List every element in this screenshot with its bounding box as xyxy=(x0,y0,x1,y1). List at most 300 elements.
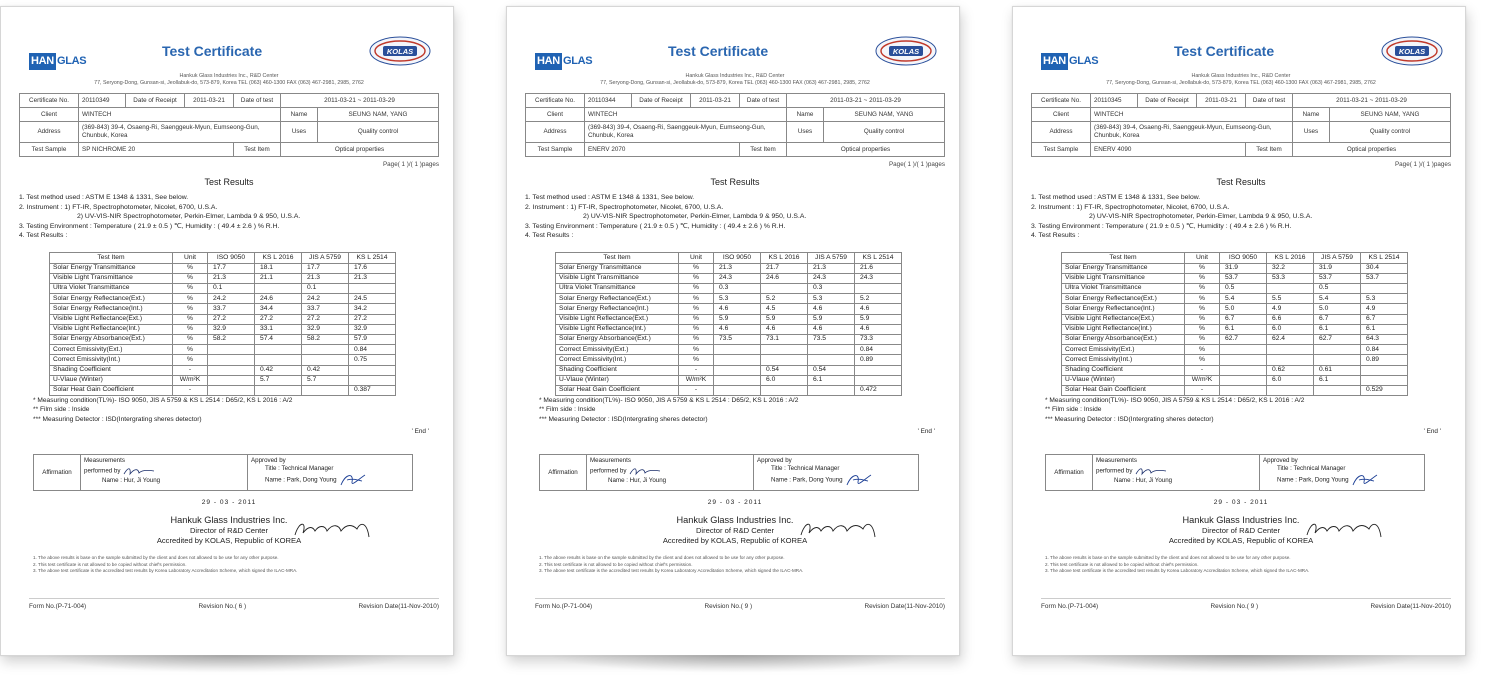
row-value: 0.89 xyxy=(1361,355,1408,365)
row-test-item: Shading Coefficient xyxy=(556,365,679,375)
address-value: (369-843) 39-4, Osaeng-Ri, Saenggeuk-Myun, Eumseong-Gun, Chunbuk, Korea xyxy=(1091,122,1293,143)
row-unit: % xyxy=(679,304,714,314)
row-test-item: Solar Energy Reflectance(Int.) xyxy=(556,304,679,314)
row-value: 53.7 xyxy=(1314,273,1361,283)
col-ks-l-2514: KS L 2514 xyxy=(349,253,396,263)
svg-text:KOLAS: KOLAS xyxy=(892,47,920,56)
affirmation-label: Affirmation xyxy=(1046,454,1093,491)
measurement-notes: * Measuring condition(TL%)- ISO 9050, JIS A 5759 & KS L 2514 : D65/2, KS L 2016 : A/2 ** Film side : Inside *** Measuring Detector : ISD(Intergrating sheres detector) xyxy=(539,397,799,423)
col-ks-l-2514: KS L 2514 xyxy=(855,253,902,263)
row-test-item: Visible Light Reflectance(Int.) xyxy=(50,324,173,334)
row-value: 0.89 xyxy=(855,355,902,365)
row-value: 4.9 xyxy=(1361,304,1408,314)
row-value: 0.75 xyxy=(349,355,396,365)
row-value xyxy=(255,385,302,395)
results-table xyxy=(1061,252,1408,396)
row-value: 73.1 xyxy=(761,334,808,344)
row-test-item: Ultra Violet Transmittance xyxy=(1062,284,1185,294)
cert-no-value: 20110349 xyxy=(79,94,126,108)
company-name: Hankuk Glass Industries Inc. xyxy=(170,514,288,525)
performed-by-cell: Measurements performed by Name : Hur, Ji Young xyxy=(1093,454,1260,491)
test-certificate-2 xyxy=(506,6,960,656)
test-sample-value: ENERV 4090 xyxy=(1091,142,1246,156)
row-value: 0.5 xyxy=(1314,284,1361,294)
form-number: Form No.(P-71-004) xyxy=(29,603,87,610)
affirmation-label: Affirmation xyxy=(34,454,81,491)
col-ks-l-2514: KS L 2514 xyxy=(1361,253,1408,263)
table-row xyxy=(1062,273,1408,283)
revision-number: Revision No.( 6 ) xyxy=(198,603,247,610)
row-value xyxy=(714,385,761,395)
row-test-item: Solar Energy Absorbance(Ext.) xyxy=(556,334,679,344)
issuer-block xyxy=(1031,515,1451,545)
table-row xyxy=(50,284,396,294)
table-row xyxy=(50,294,396,304)
row-unit: % xyxy=(679,284,714,294)
row-value: 6.0 xyxy=(761,375,808,385)
row-unit: % xyxy=(679,294,714,304)
row-test-item: Correct Emissivity(Int.) xyxy=(50,355,173,365)
test-sample-value: SP NICHROME 20 xyxy=(79,142,234,156)
row-value: 6.1 xyxy=(1220,324,1267,334)
name-label: Name xyxy=(281,108,318,122)
row-unit: W/m²K xyxy=(1185,375,1220,385)
row-unit: % xyxy=(173,304,208,314)
row-value: 5.0 xyxy=(1314,304,1361,314)
row-value xyxy=(855,375,902,385)
cert-no-label: Certificate No. xyxy=(20,94,79,108)
row-test-item: Visible Light Reflectance(Ext.) xyxy=(556,314,679,324)
uses-value: Quality control xyxy=(318,122,439,143)
row-test-item: Solar Energy Reflectance(Int.) xyxy=(50,304,173,314)
table-row xyxy=(556,304,902,314)
table-row xyxy=(1062,304,1408,314)
row-value xyxy=(255,284,302,294)
page-number: Page( 1 )/( 1 )pages xyxy=(1394,160,1451,168)
table-row xyxy=(50,355,396,365)
row-value: 27.2 xyxy=(255,314,302,324)
row-value: 21.1 xyxy=(255,273,302,283)
row-value: 5.9 xyxy=(761,314,808,324)
row-test-item: Visible Light Reflectance(Ext.) xyxy=(1062,314,1185,324)
row-value xyxy=(714,345,761,355)
row-value xyxy=(208,365,255,375)
row-value xyxy=(761,385,808,395)
row-test-item: Visible Light Reflectance(Int.) xyxy=(556,324,679,334)
row-value xyxy=(1220,375,1267,385)
certificate-header xyxy=(19,33,439,79)
director-title: Director of R&D Center xyxy=(695,526,775,536)
table-row xyxy=(1062,375,1408,385)
row-value: 53.7 xyxy=(1220,273,1267,283)
row-value: 0.84 xyxy=(855,345,902,355)
results-heading: Test Results xyxy=(710,176,760,187)
table-row xyxy=(556,314,902,324)
affirmation-table xyxy=(33,454,413,492)
col-ks-l-2016: KS L 2016 xyxy=(255,253,302,263)
col-iso-9050: ISO 9050 xyxy=(714,253,761,263)
client-value: WINTECH xyxy=(79,108,281,122)
row-value: 0.1 xyxy=(208,284,255,294)
table-row xyxy=(556,263,902,273)
row-unit: % xyxy=(679,345,714,355)
row-unit: % xyxy=(1185,355,1220,365)
row-test-item: Ultra Violet Transmittance xyxy=(556,284,679,294)
table-row xyxy=(50,345,396,355)
table-row xyxy=(50,365,396,375)
measurement-notes: * Measuring condition(TL%)- ISO 9050, JIS A 5759 & KS L 2514 : D65/2, KS L 2016 : A/2 ** Film side : Inside *** Measuring Detector : ISD(Intergrating sheres detector) xyxy=(33,397,293,423)
col-ks-l-2016: KS L 2016 xyxy=(1267,253,1314,263)
row-value: 0.3 xyxy=(714,284,761,294)
certificate-info-table xyxy=(525,93,945,157)
row-value: 0.3 xyxy=(808,284,855,294)
row-value: 5.9 xyxy=(714,314,761,324)
row-value xyxy=(1314,345,1361,355)
row-test-item: Visible Light Transmittance xyxy=(556,273,679,283)
row-unit: % xyxy=(173,324,208,334)
lab-address: Hankuk Glass Industries Inc., R&D Center 77, Seryong-Dong, Gunsan-si, Jeollabuk-do, 573-879, Korea TEL (063) 460-1300 FAX (063) 467-2981, 2985, 2762 xyxy=(600,73,870,86)
table-row xyxy=(50,263,396,273)
row-value: 5.9 xyxy=(855,314,902,324)
col-jis-a-5759: JIS A 5759 xyxy=(302,253,349,263)
form-footer xyxy=(29,598,439,611)
row-value xyxy=(302,385,349,395)
affirmation-table xyxy=(1045,454,1425,492)
address-value: (369-843) 39-4, Osaeng-Ri, Saenggeuk-Myun, Eumseong-Gun, Chunbuk, Korea xyxy=(79,122,281,143)
row-value: 6.7 xyxy=(1314,314,1361,324)
affirmation-table xyxy=(539,454,919,492)
row-value: 32.2 xyxy=(1267,263,1314,273)
row-value: 4.5 xyxy=(761,304,808,314)
hanglas-logo xyxy=(29,53,86,70)
row-value: 24.5 xyxy=(349,294,396,304)
row-value: 62.7 xyxy=(1314,334,1361,344)
row-value xyxy=(208,345,255,355)
row-value: 17.6 xyxy=(349,263,396,273)
fine-print: 1. The above results is base on the sample submitted by the client and does not allowed to be use for any other purpose. 2. This test certificate is not allowed to be copied without chief's permission. 3. The above test certificate is the accredited test results by Korea Laboratory Accreditation Scheme, which signed the ILAC-MRA. xyxy=(539,555,804,574)
row-unit: % xyxy=(1185,273,1220,283)
row-value: 18.1 xyxy=(255,263,302,273)
row-value: 4.6 xyxy=(808,304,855,314)
row-value: 32.9 xyxy=(349,324,396,334)
row-value: 27.2 xyxy=(349,314,396,324)
row-value xyxy=(855,365,902,375)
row-value: 5.9 xyxy=(808,314,855,324)
address-value: (369-843) 39-4, Osaeng-Ri, Saenggeuk-Myun, Eumseong-Gun, Chunbuk, Korea xyxy=(585,122,787,143)
row-value: 0.54 xyxy=(808,365,855,375)
table-row xyxy=(556,324,902,334)
performed-by-cell: Measurements performed by Name : Hur, Ji Young xyxy=(587,454,754,491)
cert-no-value: 20110344 xyxy=(585,94,632,108)
row-test-item: Correct Emissivity(Int.) xyxy=(1062,355,1185,365)
row-value: 0.62 xyxy=(1267,365,1314,375)
row-value xyxy=(761,284,808,294)
row-value: 64.3 xyxy=(1361,334,1408,344)
approver-signature-icon xyxy=(844,472,874,488)
row-value: 21.3 xyxy=(302,273,349,283)
row-unit: - xyxy=(679,385,714,395)
row-value: 0.42 xyxy=(302,365,349,375)
fine-print: 1. The above results is base on the sample submitted by the client and does not allowed to be use for any other purpose. 2. This test certificate is not allowed to be copied without chief's permission. 3. The above test certificate is the accredited test results by Korea Laboratory Accreditation Scheme, which signed the ILAC-MRA. xyxy=(33,555,298,574)
test-period: 2011-03-21 ~ 2011-03-29 xyxy=(281,94,439,108)
test-certificate-1 xyxy=(0,6,454,656)
svg-text:KOLAS: KOLAS xyxy=(386,47,414,56)
performer-signature-icon xyxy=(122,465,156,477)
row-unit: % xyxy=(679,355,714,365)
row-value xyxy=(1361,365,1408,375)
test-method: 1. Test method used : ASTM E 1348 & 1331, See below. 2. Instrument : 1) FT-IR, Spectrophotometer, Nicolet, 6700, U.S.A. 2) UV-VIS-NIR Spectrophotometer, Perkin-Elmer, Lambda 9 & 950, U.S.A. 3. Testing Environment : Temperature ( 21.9 ± 0.5 ) ℃, Humidity : ( 49.4 ± 2.6 ) % R.H. 4. Test Results : xyxy=(19,194,301,239)
name-value: SEUNG NAM, YANG xyxy=(1330,108,1451,122)
test-certificate-3 xyxy=(1012,6,1466,656)
col-iso-9050: ISO 9050 xyxy=(208,253,255,263)
revision-date: Revision Date(11-Nov-2010) xyxy=(1370,603,1451,610)
director-signature-icon xyxy=(1303,517,1387,541)
lab-address: Hankuk Glass Industries Inc., R&D Center 77, Seryong-Dong, Gunsan-si, Jeollabuk-do, 573-879, Korea TEL (063) 460-1300 FAX (063) 467-2981, 2985, 2762 xyxy=(1106,73,1376,86)
row-test-item: Ultra Violet Transmittance xyxy=(50,284,173,294)
row-unit: % xyxy=(173,345,208,355)
row-unit: % xyxy=(679,334,714,344)
row-value: 4.6 xyxy=(761,324,808,334)
performer-signature-icon xyxy=(628,465,662,477)
issue-date: 29 - 03 - 2011 xyxy=(1213,499,1269,507)
col-unit: Unit xyxy=(679,253,714,263)
row-unit: % xyxy=(679,273,714,283)
row-value: 0.1 xyxy=(302,284,349,294)
accreditation: Accredited by KOLAS, Republic of KOREA xyxy=(156,535,302,545)
row-value: 24.3 xyxy=(808,273,855,283)
row-value: 24.2 xyxy=(302,294,349,304)
row-value: 24.3 xyxy=(714,273,761,283)
company-name: Hankuk Glass Industries Inc. xyxy=(1182,514,1300,525)
table-row xyxy=(1062,294,1408,304)
row-value: 33.7 xyxy=(302,304,349,314)
cert-no-label: Certificate No. xyxy=(1032,94,1091,108)
row-test-item: Visible Light Reflectance(Int.) xyxy=(1062,324,1185,334)
row-test-item: Solar Energy Absorbance(Ext.) xyxy=(1062,334,1185,344)
row-value xyxy=(208,375,255,385)
row-value: 33.1 xyxy=(255,324,302,334)
performer-signature-icon xyxy=(1134,465,1168,477)
row-value: 21.3 xyxy=(208,273,255,283)
row-test-item: Solar Energy Transmittance xyxy=(556,263,679,273)
table-row xyxy=(1062,355,1408,365)
table-row xyxy=(1062,365,1408,375)
row-unit: - xyxy=(1185,385,1220,395)
date-of-test-label: Date of test xyxy=(234,94,281,108)
row-value: 21.3 xyxy=(808,263,855,273)
row-value: 24.6 xyxy=(761,273,808,283)
approved-by-cell: Approved by Title : Technical Manager Name : Park, Dong Young xyxy=(1260,454,1425,491)
row-value: 0.5 xyxy=(1220,284,1267,294)
company-name: Hankuk Glass Industries Inc. xyxy=(676,514,794,525)
row-value: 6.7 xyxy=(1361,314,1408,324)
row-value: 31.9 xyxy=(1220,263,1267,273)
row-unit: % xyxy=(1185,284,1220,294)
row-test-item: Solar Energy Reflectance(Ext.) xyxy=(556,294,679,304)
row-value xyxy=(1361,284,1408,294)
logo-glas: GLAS xyxy=(56,54,87,67)
row-test-item: Solar Energy Transmittance xyxy=(50,263,173,273)
client-label: Client xyxy=(20,108,79,122)
address-label: Address xyxy=(20,122,79,143)
date-of-test-label: Date of test xyxy=(740,94,787,108)
approved-by-cell: Approved by Title : Technical Manager Name : Park, Dong Young xyxy=(754,454,919,491)
row-value: 57.9 xyxy=(349,334,396,344)
row-value: 21.6 xyxy=(855,263,902,273)
certificate-header xyxy=(1031,33,1451,79)
address-label: Address xyxy=(526,122,585,143)
row-value: 5.7 xyxy=(255,375,302,385)
page-number: Page( 1 )/( 1 )pages xyxy=(888,160,945,168)
row-value: 5.4 xyxy=(1220,294,1267,304)
row-value xyxy=(1220,365,1267,375)
client-label: Client xyxy=(1032,108,1091,122)
row-unit: % xyxy=(1185,314,1220,324)
row-value xyxy=(349,365,396,375)
table-row xyxy=(556,345,902,355)
row-value: 5.3 xyxy=(808,294,855,304)
row-value xyxy=(349,284,396,294)
receipt-date: 2011-03-21 xyxy=(1197,94,1246,108)
revision-number: Revision No.( 9 ) xyxy=(704,603,753,610)
fine-print: 1. The above results is base on the sample submitted by the client and does not allowed to be use for any other purpose. 2. This test certificate is not allowed to be copied without chief's permission. 3. The above test certificate is the accredited test results by Korea Laboratory Accreditation Scheme, which signed the ILAC-MRA. xyxy=(1045,555,1310,574)
row-value xyxy=(714,365,761,375)
row-value: 4.9 xyxy=(1267,304,1314,314)
row-value xyxy=(349,375,396,385)
row-value xyxy=(1220,385,1267,395)
row-unit: % xyxy=(173,284,208,294)
row-value: 21.3 xyxy=(714,263,761,273)
row-value: 62.4 xyxy=(1267,334,1314,344)
table-row xyxy=(50,385,396,395)
table-row xyxy=(556,284,902,294)
row-value: 5.2 xyxy=(855,294,902,304)
test-item-label: Test Item xyxy=(740,142,787,156)
row-unit: % xyxy=(1185,294,1220,304)
measurement-notes: * Measuring condition(TL%)- ISO 9050, JIS A 5759 & KS L 2514 : D65/2, KS L 2016 : A/2 ** Film side : Inside *** Measuring Detector : ISD(Intergrating sheres detector) xyxy=(1045,397,1305,423)
row-value: 6.0 xyxy=(1267,324,1314,334)
row-value: 33.7 xyxy=(208,304,255,314)
table-row xyxy=(1062,345,1408,355)
row-value: 21.7 xyxy=(761,263,808,273)
row-value: 6.1 xyxy=(1314,375,1361,385)
logo-han: HAN xyxy=(29,53,56,70)
hanglas-logo xyxy=(1041,53,1098,70)
row-test-item: Solar Energy Reflectance(Ext.) xyxy=(50,294,173,304)
row-value xyxy=(808,345,855,355)
row-value: 24.6 xyxy=(255,294,302,304)
row-unit: - xyxy=(679,365,714,375)
client-value: WINTECH xyxy=(1091,108,1293,122)
row-test-item: Visible Light Reflectance(Ext.) xyxy=(50,314,173,324)
director-signature-icon xyxy=(291,517,375,541)
row-value: 4.6 xyxy=(714,324,761,334)
name-label: Name xyxy=(1293,108,1330,122)
table-row xyxy=(1062,324,1408,334)
uses-value: Quality control xyxy=(1330,122,1451,143)
row-value xyxy=(255,345,302,355)
table-row xyxy=(556,294,902,304)
row-value: 21.3 xyxy=(349,273,396,283)
test-sample-label: Test Sample xyxy=(1032,142,1091,156)
row-value xyxy=(855,284,902,294)
row-value xyxy=(208,385,255,395)
row-value: 0.84 xyxy=(1361,345,1408,355)
col-unit: Unit xyxy=(1185,253,1220,263)
issuer-block xyxy=(19,515,439,545)
row-test-item: Correct Emissivity(Ext.) xyxy=(556,345,679,355)
row-value xyxy=(1267,355,1314,365)
row-value: 34.2 xyxy=(349,304,396,314)
row-value: 0.529 xyxy=(1361,385,1408,395)
form-number: Form No.(P-71-004) xyxy=(535,603,593,610)
end-marker: ' End ' xyxy=(917,427,935,435)
row-value: 6.1 xyxy=(1361,324,1408,334)
row-unit: W/m²K xyxy=(679,375,714,385)
row-value xyxy=(1220,355,1267,365)
receipt-label: Date of Receipt xyxy=(126,94,185,108)
revision-number: Revision No.( 9 ) xyxy=(1210,603,1259,610)
certificate-info-table xyxy=(19,93,439,157)
table-row xyxy=(1062,263,1408,273)
test-method: 1. Test method used : ASTM E 1348 & 1331, See below. 2. Instrument : 1) FT-IR, Spectrophotometer, Nicolet, 6700, U.S.A. 2) UV-VIS-NIR Spectrophotometer, Perkin-Elmer, Lambda 9 & 950, U.S.A. 3. Testing Environment : Temperature ( 21.9 ± 0.5 ) ℃, Humidity : ( 49.4 ± 2.6 ) % R.H. 4. Test Results : xyxy=(1031,194,1313,239)
row-test-item: Shading Coefficient xyxy=(1062,365,1185,375)
row-value: 0.84 xyxy=(349,345,396,355)
row-test-item: Solar Energy Reflectance(Int.) xyxy=(1062,304,1185,314)
row-unit: % xyxy=(1185,345,1220,355)
row-value: 17.7 xyxy=(302,263,349,273)
certificate-title: Test Certificate xyxy=(162,43,263,59)
row-value: 6.1 xyxy=(1314,324,1361,334)
cert-no-value: 20110345 xyxy=(1091,94,1138,108)
approver-signature-icon xyxy=(338,472,368,488)
table-row xyxy=(50,314,396,324)
row-value: 30.4 xyxy=(1361,263,1408,273)
table-row xyxy=(556,385,902,395)
row-test-item: Correct Emissivity(Ext.) xyxy=(50,345,173,355)
row-value: 0.54 xyxy=(761,365,808,375)
row-value: 5.3 xyxy=(714,294,761,304)
receipt-date: 2011-03-21 xyxy=(691,94,740,108)
test-sample-label: Test Sample xyxy=(20,142,79,156)
row-value xyxy=(1361,375,1408,385)
table-row xyxy=(556,334,902,344)
certificate-title: Test Certificate xyxy=(1174,43,1275,59)
table-row xyxy=(556,273,902,283)
row-unit: % xyxy=(173,355,208,365)
row-test-item: Visible Light Transmittance xyxy=(50,273,173,283)
table-row xyxy=(1062,334,1408,344)
table-row xyxy=(50,375,396,385)
row-value: 17.7 xyxy=(208,263,255,273)
col-test-item: Test Item xyxy=(50,253,173,263)
col-jis-a-5759: JIS A 5759 xyxy=(1314,253,1361,263)
table-row xyxy=(556,365,902,375)
row-unit: % xyxy=(1185,304,1220,314)
row-unit: - xyxy=(173,365,208,375)
row-value: 5.0 xyxy=(1220,304,1267,314)
row-value xyxy=(1267,345,1314,355)
test-period: 2011-03-21 ~ 2011-03-29 xyxy=(1293,94,1451,108)
row-value xyxy=(255,355,302,365)
row-value: 62.7 xyxy=(1220,334,1267,344)
uses-label: Uses xyxy=(787,122,824,143)
address-label: Address xyxy=(1032,122,1091,143)
row-value xyxy=(1314,355,1361,365)
row-unit: % xyxy=(679,324,714,334)
row-test-item: Solar Energy Reflectance(Ext.) xyxy=(1062,294,1185,304)
row-test-item: U-Vlaue (Winter) xyxy=(50,375,173,385)
